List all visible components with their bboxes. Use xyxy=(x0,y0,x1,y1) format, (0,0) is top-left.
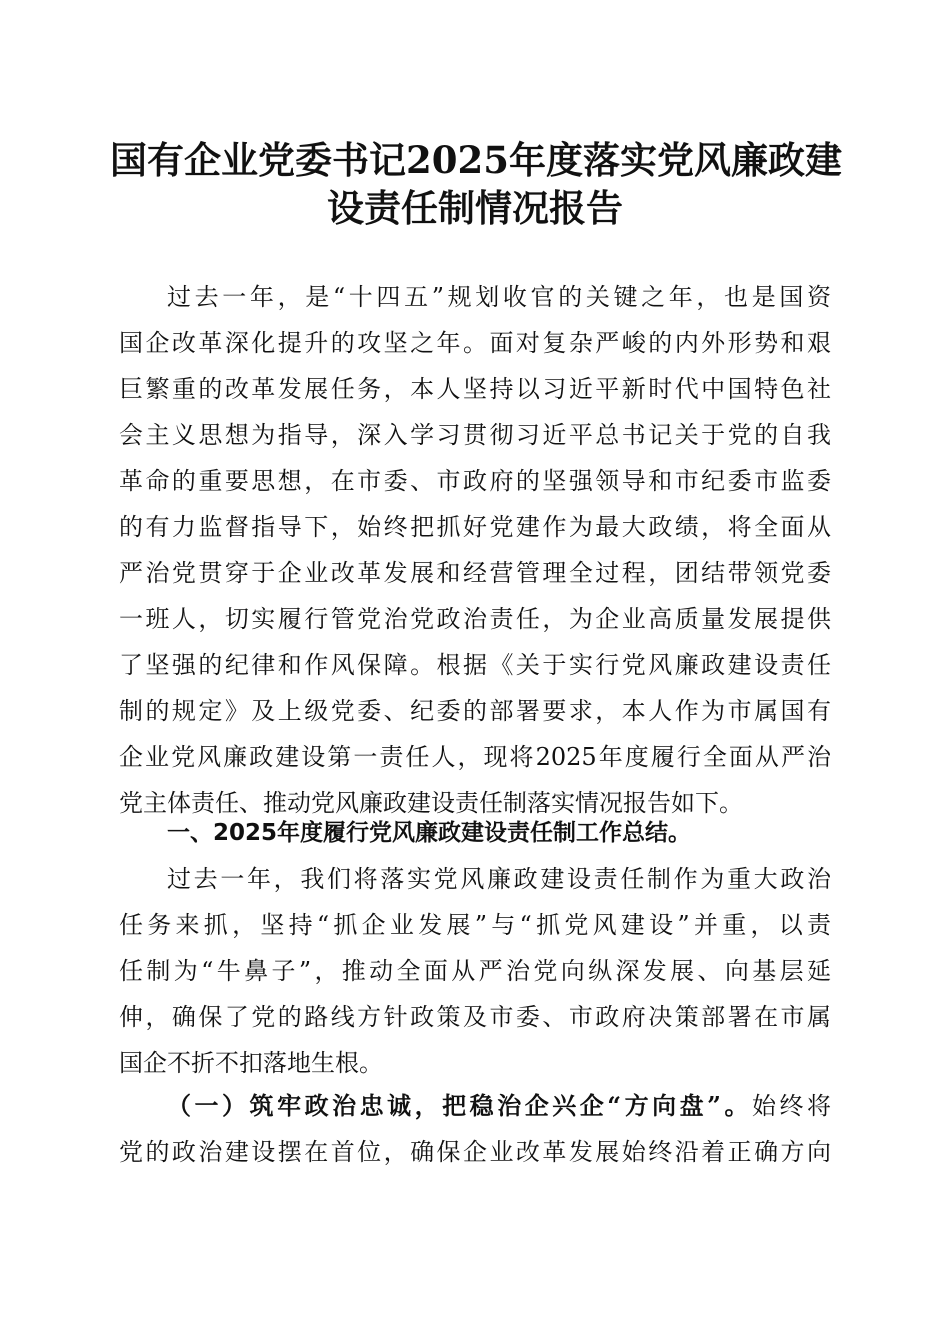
text-line: 过去一年，我们将落实党风廉政建设责任制作为重大政治 xyxy=(167,865,831,893)
subsection-1-first-line xyxy=(119,1083,831,1129)
text-line: 一班人，切实履行管党治党政治责任，为企业高质量发展提供 xyxy=(119,605,831,633)
text-line: 严治党贯穿于企业改革发展和经营管理全过程，团结带领党委 xyxy=(119,559,831,587)
text-line: 党主体责任、推动党风廉政建设责任制落实情况报告如下。 xyxy=(119,789,743,817)
text-line: 会主义思想为指导，深入学习贯彻习近平总书记关于党的自我 xyxy=(119,421,831,449)
text-line: 国企改革深化提升的攻坚之年。面对复杂严峻的内外形势和艰 xyxy=(119,329,831,357)
text-line: 革命的重要思想，在市委、市政府的坚强领导和市纪委市监委 xyxy=(119,467,831,495)
intro-paragraph xyxy=(119,274,831,826)
text-line: 任制为“牛鼻子”，推动全面从严治党向纵深发展、向基层延 xyxy=(119,957,831,985)
text-line: 国企不折不扣落地生根。 xyxy=(119,1049,383,1077)
text-line: 巨繁重的改革发展任务，本人坚持以习近平新时代中国特色社 xyxy=(119,375,831,403)
text-line: 制的规定》及上级党委、纪委的部署要求，本人作为市属国有 xyxy=(119,697,831,725)
document-title-line-1: 国有企业党委书记2025年度落实党风廉政建 xyxy=(110,138,842,182)
document-title-line-2: 设责任制情况报告 xyxy=(327,186,623,230)
text-line: 的有力监督指导下，始终把抓好党建作为最大政绩，将全面从 xyxy=(119,513,831,541)
text-line: 任务来抓，坚持“抓企业发展”与“抓党风建设”并重，以责 xyxy=(119,911,831,939)
subsection-1-text: 始终将 xyxy=(751,1092,832,1120)
subsection-1-paragraph xyxy=(119,1083,831,1175)
subsection-1-heading: （一）筑牢政治忠诚，把稳治企兴企“方向盘”。 xyxy=(167,1091,752,1120)
text-line: 党的政治建设摆在首位，确保企业改革发展始终沿着正确方向 xyxy=(119,1138,831,1166)
section-1-paragraph xyxy=(119,856,831,1086)
section-1-heading: 一、2025年度履行党风廉政建设责任制工作总结。 xyxy=(167,820,692,846)
text-line: 了坚强的纪律和作风保障。根据《关于实行党风廉政建设责任 xyxy=(119,651,831,679)
text-line: 过去一年，是“十四五”规划收官的关键之年，也是国资 xyxy=(167,283,831,311)
text-line: 企业党风廉政建设第一责任人，现将2025年度履行全面从严治 xyxy=(119,743,831,771)
text-line: 伸，确保了党的路线方针政策及市委、市政府决策部署在市属 xyxy=(119,1003,831,1031)
